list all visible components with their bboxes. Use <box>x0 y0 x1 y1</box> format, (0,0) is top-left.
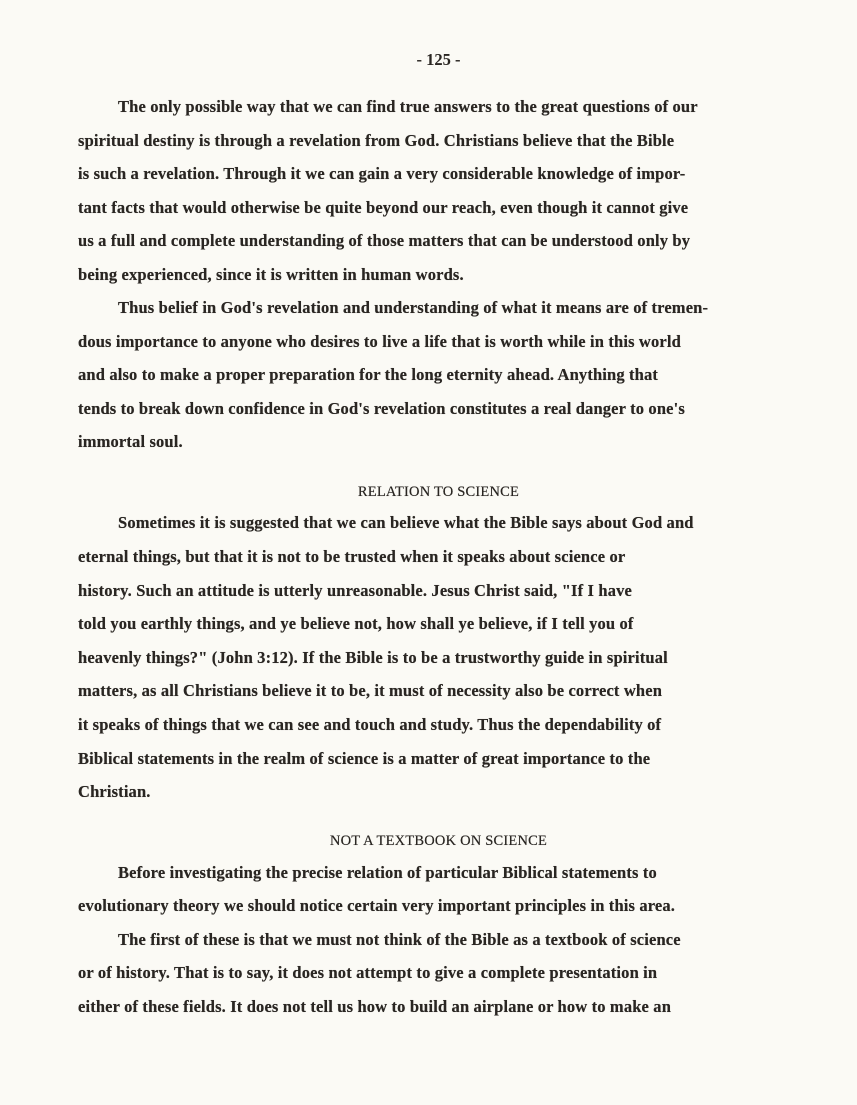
paragraph-line: history. Such an attitude is utterly unreasonable. Jesus Christ said, "If I have <box>78 581 632 600</box>
paragraph-line: tant facts that would otherwise be quite beyond our reach, even though it cannot give <box>78 198 689 217</box>
paragraph-line: evolutionary theory we should notice certain very important principles in this area. <box>78 896 676 915</box>
paragraph-line: Christian. <box>78 782 151 801</box>
page-number: - 125 - <box>416 50 461 69</box>
paragraph-line: is such a revelation. Through it we can gain a very considerable knowledge of impor- <box>78 164 686 183</box>
paragraph-line: tends to break down confidence in God's revelation constitutes a real danger to one's <box>78 399 685 418</box>
paragraph-line: The only possible way that we can find true answers to the great questions of our <box>118 97 698 116</box>
paragraph-line: dous importance to anyone who desires to live a life that is worth while in this world <box>78 332 681 351</box>
paragraph-line: being experienced, since it is written in human words. <box>78 265 464 284</box>
section-heading: RELATION TO SCIENCE <box>357 484 520 500</box>
paragraph-line: Before investigating the precise relation of particular Biblical statements to <box>118 863 657 882</box>
paragraph-line: or of history. That is to say, it does not attempt to give a complete presentation in <box>78 963 658 982</box>
paragraph-line: Thus belief in God's revelation and understanding of what it means are of tremen- <box>118 298 709 317</box>
paragraph-line: and also to make a proper preparation for the long eternity ahead. Anything that <box>78 365 659 384</box>
paragraph-line: immortal soul. <box>78 432 183 451</box>
paragraph-line: matters, as all Christians believe it to be, it must of necessity also be correct when <box>78 681 663 700</box>
section-heading: NOT A TEXTBOOK ON SCIENCE <box>329 833 548 849</box>
paragraph-line: Biblical statements in the realm of science is a matter of great importance to the <box>78 749 651 768</box>
paragraph-line: it speaks of things that we can see and touch and study. Thus the dependability of <box>78 715 662 734</box>
paragraph-line: The first of these is that we must not think of the Bible as a textbook of science <box>118 930 681 949</box>
paragraph-line: eternal things, but that it is not to be trusted when it speaks about science or <box>78 547 626 566</box>
paragraph-line: either of these fields. It does not tell us how to build an airplane or how to make an <box>78 997 672 1016</box>
paragraph-line: heavenly things?" (John 3:12). If the Bible is to be a trustworthy guide in spiritual <box>78 648 668 667</box>
paragraph-line: Sometimes it is suggested that we can believe what the Bible says about God and <box>118 513 694 532</box>
paragraph-line: spiritual destiny is through a revelation from God. Christians believe that the Bible <box>78 131 675 150</box>
paragraph-line: told you earthly things, and ye believe not, how shall ye believe, if I tell you of <box>78 614 634 633</box>
paragraph-line: us a full and complete understanding of those matters that can be understood only by <box>78 231 691 250</box>
